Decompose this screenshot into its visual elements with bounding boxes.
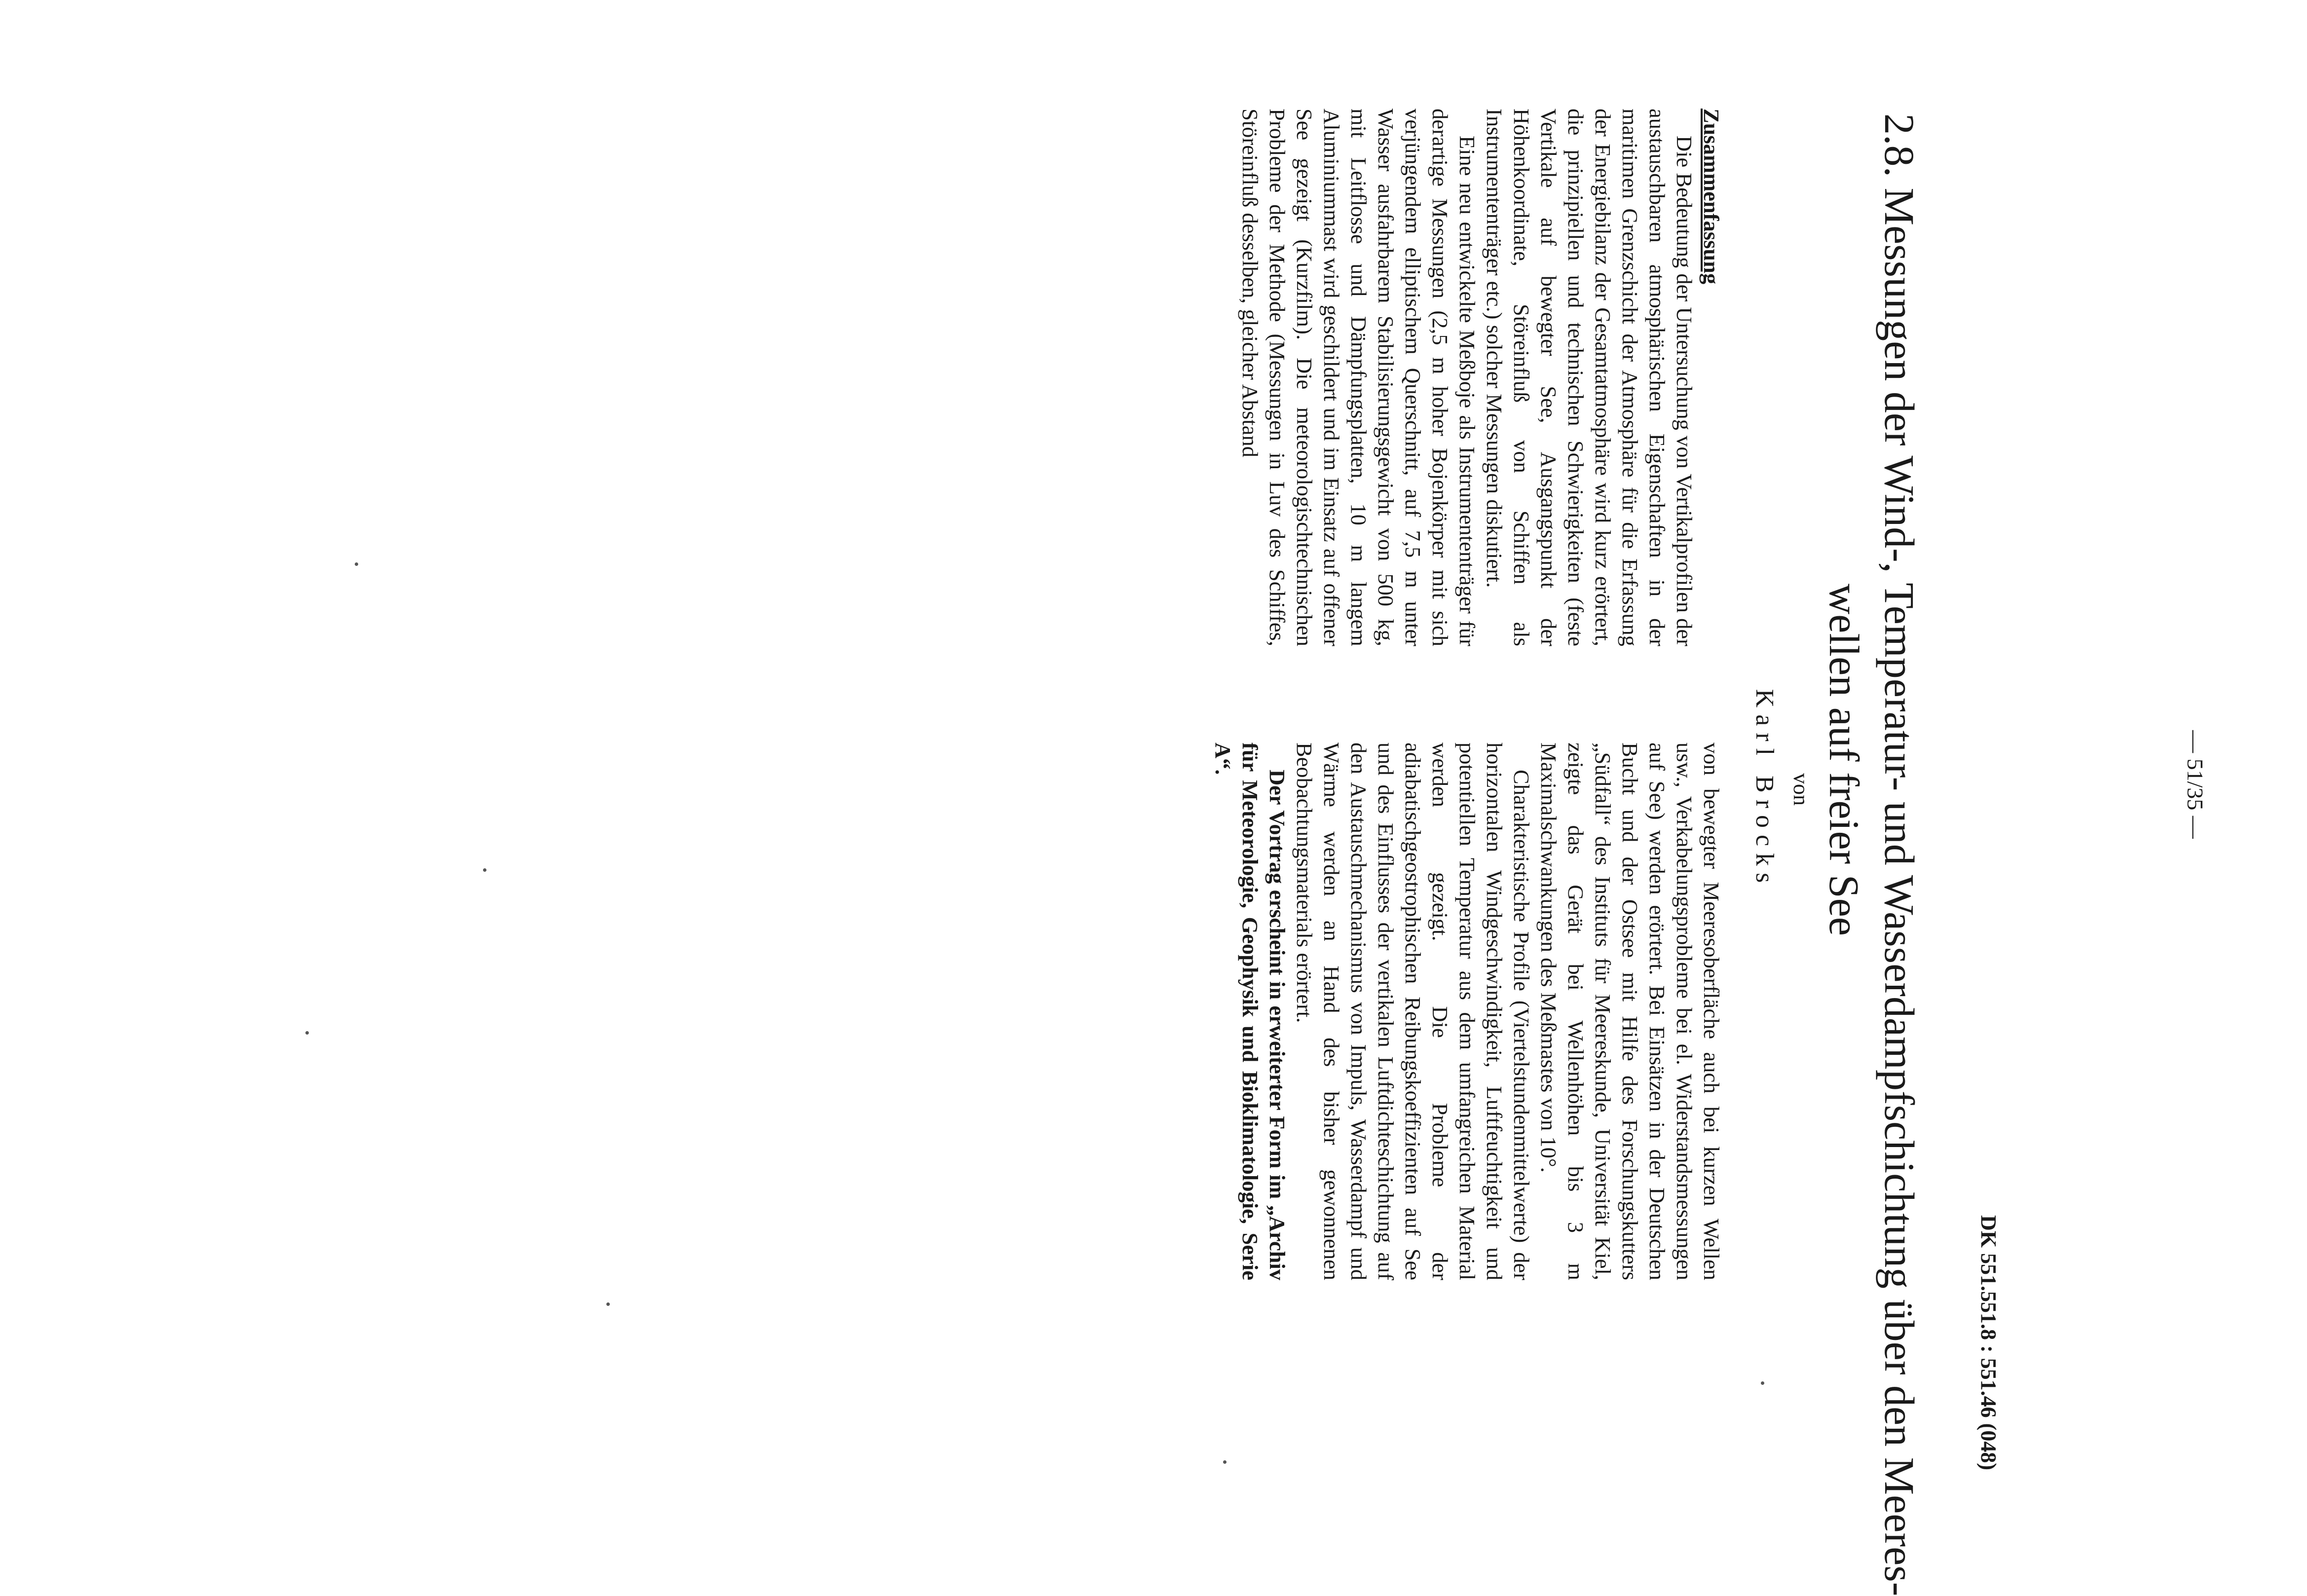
by-label: von [1789,773,1813,806]
abstract-paragraph-1: Die Bedeutung der Untersuchung von Vertikalprofilen der austauschbaren atmosphärischen Eigenschaften in der maritimen Grenzschicht der Atmosphäre für die Erfassung der Energiebilanz der Gesamtatmosphäre wird kurz erörtert, die prinzipiellen und technischen Schwierigkeiten (feste Vertikale auf bewegter See, Ausgangspunkt der Höhenkoordinate, Störeinfluß von Schiffen als Instrumententräger etc.) solcher Messungen diskutiert. [1482,109,1697,646]
dk-classification: DK 551.551.8 : 551.46 (048) [1976,1215,2001,1470]
left-column [1236,109,1725,646]
article-title [1817,113,1927,1596]
section-heading: Zusammenfassung [1699,109,1724,285]
article-title-line-2: wellen auf freier See [1821,584,1868,936]
page-number: — 51/35 — [2183,730,2208,839]
article-title-line-1: 2.8. Messungen der Wind-, Temperatur- und Wasserdampfschichtung über den Meeres- [1876,113,1923,1596]
publication-note: Der Vortrag erscheint in erweiterter Form im „Archiv für Meteorologie, Geophysik und Bioklimatologie, Serie A“. [1211,742,1290,1280]
right-column [1209,742,1725,1280]
abstract-paragraph-3: von bewegter Meeresoberfläche auch bei kurzen Wellen usw., Verkabelungsprobleme bei el. Widerstandsmessungen auf See) werden erörtert. Bei Einsätzen in der Deutschen Bucht und der Ostsee mit Hilfe des Forschungskutters „Südfall“ des Instituts für Meereskunde, Universität Kiel, zeigte das Gerät bei Wellenhöhen bis 3 m Maximalschwankungen des Meßmastes von 10°. [1536,742,1724,1280]
author-name: Karl Brocks [1750,689,1779,890]
abstract-paragraph-4: Charakteristische Profile (Viertelstundenmittelwerte) der horizontalen Windgeschwindigkeit, Luftfeuchtigkeit und potentiellen Temperatur aus dem umfangreichen Material werden gezeigt. Die Probleme der adiabatischgeostrophischen Reibungskoeffizienten auf See und des Einflusses der vertikalen Luftdichteschichtung auf den Austauschmechanismus von Impuls, Wasserdampf und Wärme werden an Hand des bisher gewonnenen Beobachtungsmaterials erörtert. [1292,742,1534,1280]
abstract-paragraph-2: Eine neu entwickelte Meßboje als Instrumententräger für derartige Messungen (2,5 m hoher Bojenkörper mit sich verjüngendem elliptischem Querschnitt, auf 7,5 m unter Wasser ausfahrbarem Stabilisierungsgewicht von 500 kg, mit Leitflosse und Dämpfungsplatten, 10 m langem Aluminiummast wird geschildert und im Einsatz auf offener See gezeigt (Kurzfilm). Die meteorologischtechnischen Probleme der Methode (Messungen in Luv des Schiffes, Störeinfluß desselben, gleicher Abstand [1238,109,1480,646]
